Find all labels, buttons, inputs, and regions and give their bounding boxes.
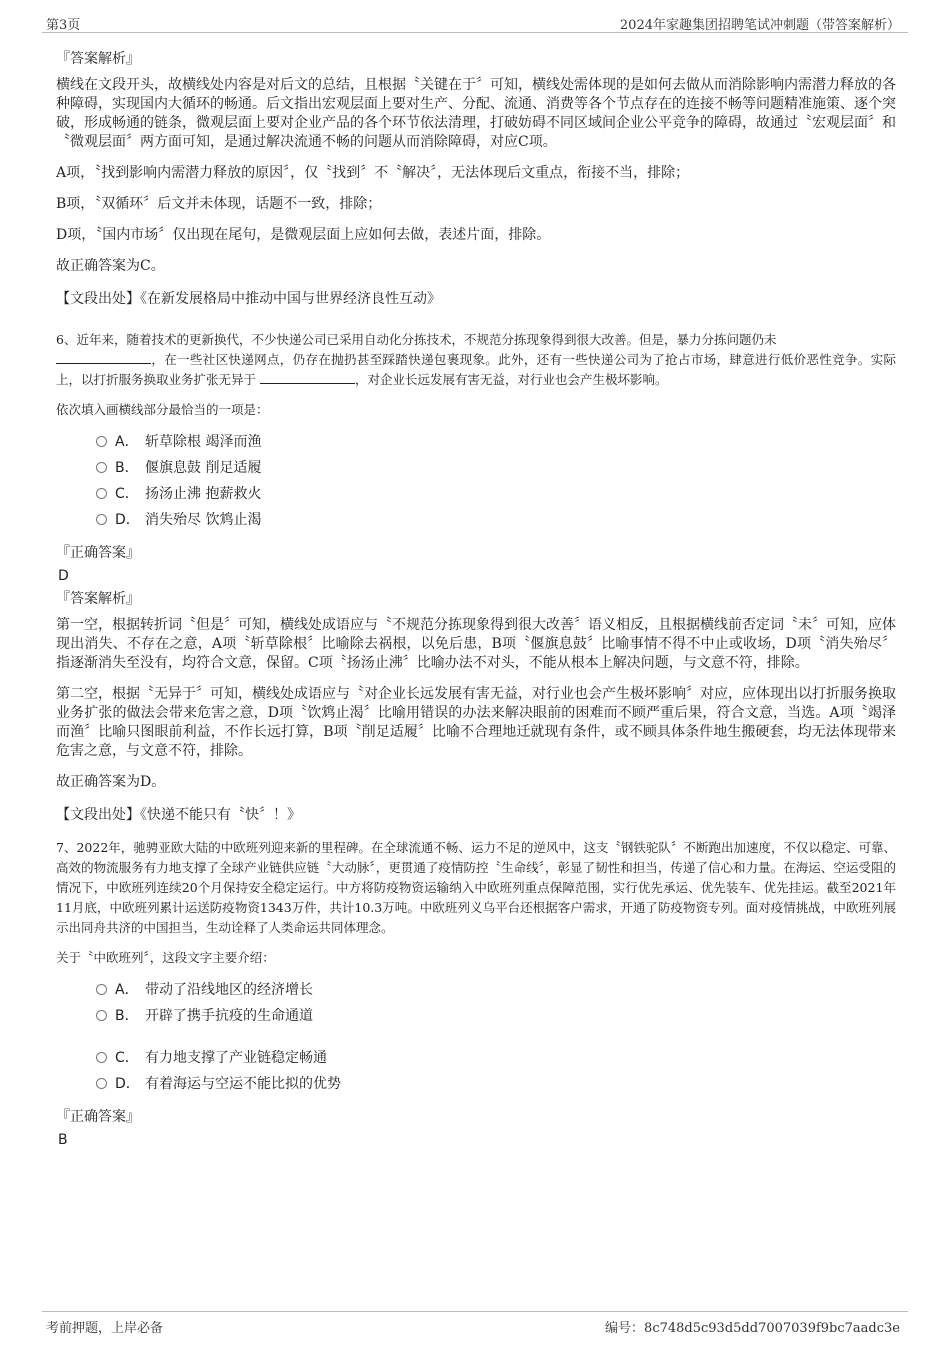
radio-icon[interactable] <box>96 984 107 995</box>
analysis-tag: 『答案解析』 <box>56 591 140 607</box>
analysis-paragraph: 横线在文段开头，故横线处内容是对后文的总结，且根据〝关键在于〞可知，横线处需体现的是如何去做从而消除影响内需潜力释放的各种障碍，实现国内大循环的畅通。后文指出宏观层面上要对生产、分配、流通、消费等各个节点存在的连接不畅等问题精准施策、逐个突破，形成畅通的链条，微观层面上要对企业产品的各个环节依法清理，打破妨碍不同区域间企业公平竞争的障碍，故通过〝宏观层面〞和〝微观层面〞两方面可知，是通过解决流通不畅的问题从而消除障碍，对应C项。 <box>56 77 896 150</box>
radio-icon[interactable] <box>96 1078 107 1089</box>
option-list <box>96 976 896 1096</box>
question-7-stem: 7、2022年，驰骋亚欧大陆的中欧班列迎来新的里程碑。在全球流通不畅、运力不足的逆风中，这支〝钢铁驼队〞不断跑出加速度，不仅以稳定、可靠、高效的物流服务有力地支撑了全球产业链供应链〝大动脉〞，更贯通了疫情防控〝生命线〞，彰显了韧性和担当，传递了信心和力量。在海运、空运受阻的情况下，中欧班列连续20个月保持安全稳定运行。中方将防疫物资运输纳入中欧班列重点保障范围，实行优先承运、优先装车、优先挂运。截至2021年11月底，中欧班列累计运送防疫物资1343万件，共计10.3万吨。中欧班列义乌平台还根据客户需求，开通了防疫物资专列。面对疫情挑战，中欧班列展示出同舟共济的中国担当，生动诠释了人类命运共同体理念。 <box>56 840 896 935</box>
page-number: 第3页 <box>46 18 81 33</box>
document-title: 2024年家趣集团招聘笔试冲刺题（带答案解析） <box>619 18 900 33</box>
analysis-paragraph: B项，〝双循环〞后文并未体现，话题不一致，排除； <box>56 196 382 212</box>
radio-icon[interactable] <box>96 1052 107 1063</box>
radio-icon[interactable] <box>96 462 107 473</box>
radio-icon[interactable] <box>96 1010 107 1021</box>
analysis-paragraph: 第二空，根据〝无异于〞可知，横线处成语应与〝对企业长远发展有害无益，对行业也会产生极坏影响〞对应，应体现出以打折服务换取业务扩张的做法会带来危害之意，D项〝饮鸩止渴〞比喻用错误的办法来解决眼前的困难而不顾严重后果，符合文意，当选。A项〝竭泽而渔〞比喻只图眼前利益，不作长远打算，B项〝削足适履〞比喻不合理地迁就现有条件，或不顾具体条件地生搬硬套，均无法体现带来危害之意，与文意不符，排除。 <box>56 686 896 759</box>
option-c[interactable]: C． 有力地支撑了产业链稳定畅通 <box>96 1044 896 1070</box>
radio-icon[interactable] <box>96 488 107 499</box>
option-b[interactable]: B． 偃旗息鼓 削足适履 <box>96 454 896 480</box>
source-citation: 【文段出处】《快递不能只有〝快〞！》 <box>56 807 301 823</box>
option-a[interactable]: A． 斩草除根 竭泽而渔 <box>96 428 896 454</box>
source-citation: 【文段出处】《在新发展格局中推动中国与世界经济良性互动》 <box>56 291 441 307</box>
option-d[interactable]: D． 有着海运与空运不能比拟的优势 <box>96 1070 896 1096</box>
analysis-paragraph: A项，〝找到影响内需潜力释放的原因〞，仅〝找到〞不〝解决〞，无法体现后文重点，衔接不当，排除； <box>56 165 690 181</box>
document-id: 编号：8c748d5c93d5dd7007039f9bc7aadc3e <box>605 1321 900 1336</box>
stem-part: ，在一些社区快递网点，仍存在抛扔甚至踩踏快递包裹现象。此外，还有一些快递公司为了抢占市场，肆意进行低价恶性竞争。实际上，以打折服务换取业务扩张无异于 <box>56 352 896 387</box>
option-d[interactable]: D． 消失殆尽 饮鸩止渴 <box>96 506 896 532</box>
analysis-paragraph: 故正确答案为D。 <box>56 774 166 790</box>
page-footer <box>42 1311 908 1336</box>
question-6-stem <box>56 330 896 390</box>
correct-answer: B <box>58 1132 68 1148</box>
analysis-paragraph: D项，〝国内市场〞仅出现在尾句，是微观层面上应如何去做，表述片面，排除。 <box>56 227 551 243</box>
fill-blank <box>260 371 355 384</box>
question-prompt: 关于〝中欧班列〞，这段文字主要介绍： <box>56 950 275 965</box>
page-header <box>42 10 908 33</box>
option-list <box>96 428 896 532</box>
analysis-paragraph: 故正确答案为C。 <box>56 258 165 274</box>
stem-part: ，对企业长远发展有害无益，对行业也会产生极坏影响。 <box>355 372 668 387</box>
document-body <box>56 44 896 1152</box>
question-prompt: 依次填入画横线部分最恰当的一项是： <box>56 402 269 417</box>
radio-icon[interactable] <box>96 514 107 525</box>
option-c[interactable]: C． 扬汤止沸 抱薪救火 <box>96 480 896 506</box>
analysis-tag: 『答案解析』 <box>56 51 140 67</box>
correct-answer-tag: 『正确答案』 <box>56 545 140 561</box>
option-a[interactable]: A． 带动了沿线地区的经济增长 <box>96 976 896 1002</box>
stem-part: 6、近年来，随着技术的更新换代，不少快递公司已采用自动化分拣技术，不规范分拣现象得到很大改善。但是，暴力分拣问题仍未 <box>56 332 777 347</box>
radio-icon[interactable] <box>96 436 107 447</box>
analysis-paragraph: 第一空，根据转折词〝但是〞可知，横线处成语应与〝不规范分拣现象得到很大改善〞语义相反，且根据横线前否定词〝未〞可知，应体现出消失、不存在之意，A项〝斩草除根〞比喻除去祸根，以免后患，B项〝偃旗息鼓〞比喻事情不得不中止或收场，D项〝消失殆尽〞指逐渐消失至没有，均符合文意，保留。C项〝扬汤止沸〞比喻办法不对头，不能从根本上解决问题，与文意不符，排除。 <box>56 617 896 671</box>
correct-answer-tag: 『正确答案』 <box>56 1109 140 1125</box>
option-b[interactable]: B． 开辟了携手抗疫的生命通道 <box>96 1002 896 1028</box>
correct-answer: D <box>58 568 69 584</box>
footer-slogan: 考前押题，上岸必备 <box>46 1321 164 1336</box>
fill-blank <box>56 351 151 364</box>
